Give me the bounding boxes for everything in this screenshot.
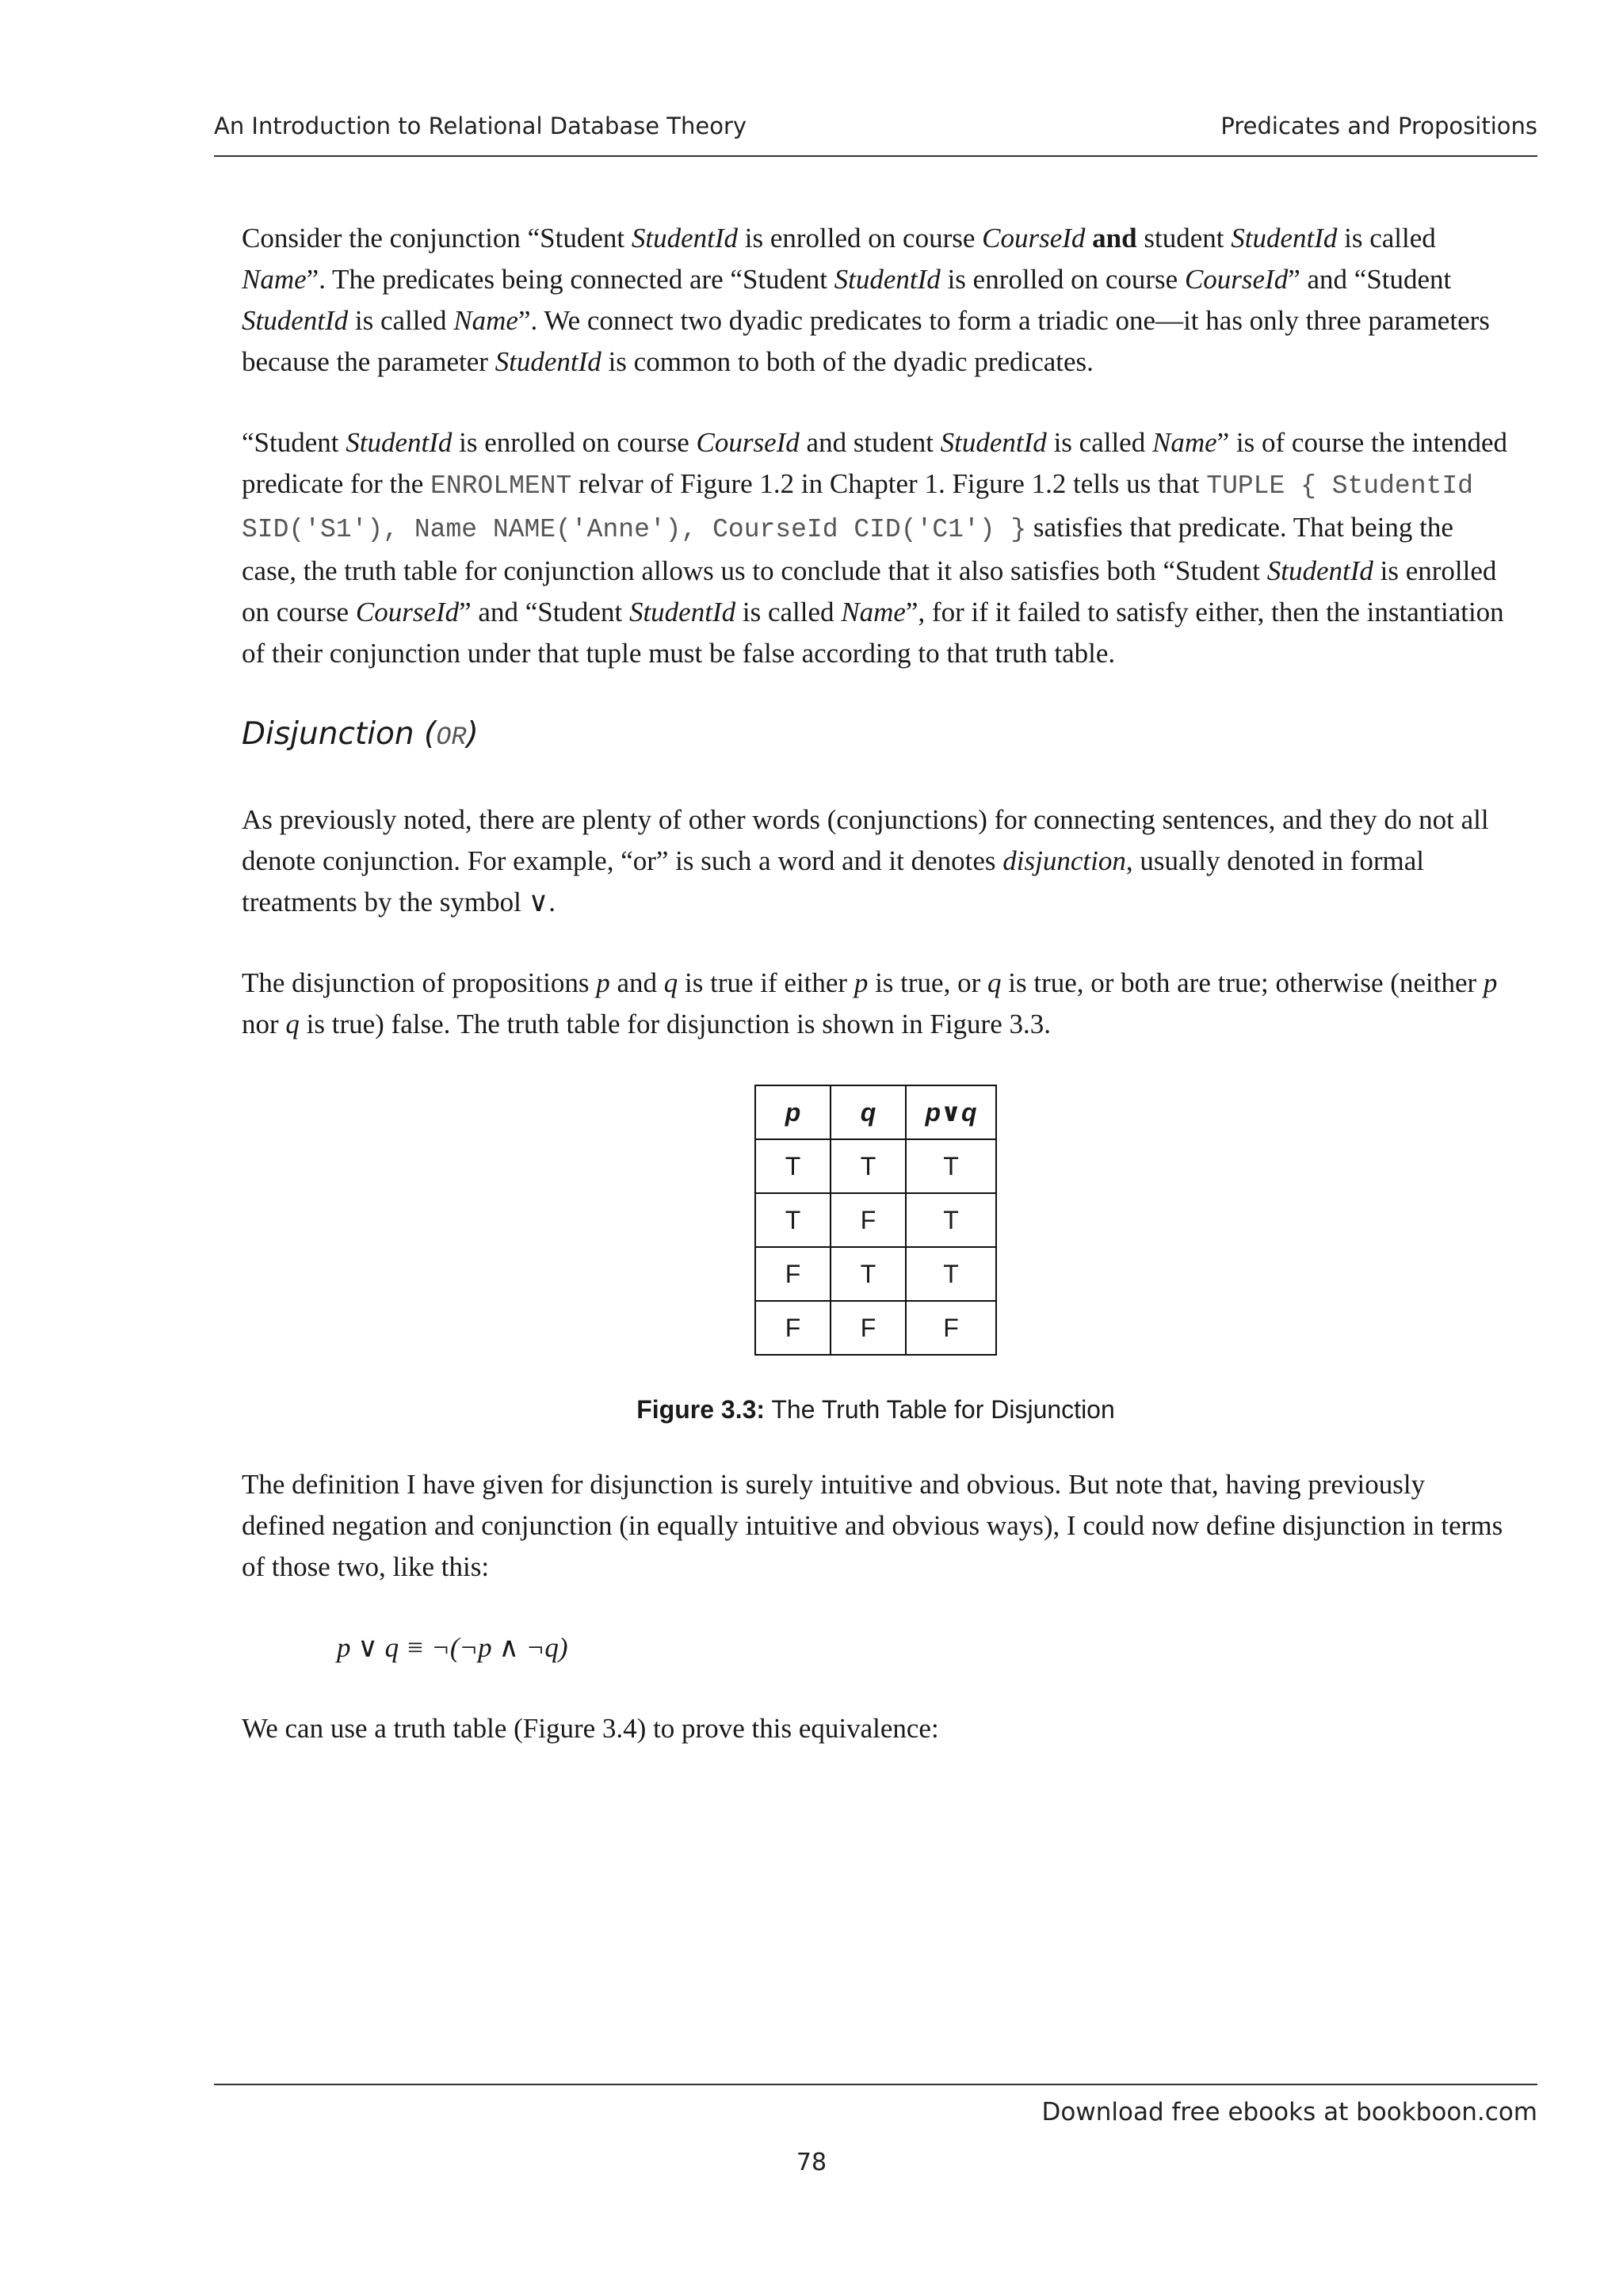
table-cell: T	[755, 1193, 831, 1247]
code-tuple: TUPLE { StudentId SID('S1'), Name NAME('Anne'), CourseId CID('C1') }	[242, 471, 1473, 544]
paragraph-enrolment-predicate: “Student StudentId is enrolled on course CourseId and student StudentId is called Name” is of course the intended predicate for the ENROLMENT relvar of Figure 1.2 in Chapter 1. Figure 1.2 tells us that TUPLE { StudentId SID('S1'), Name NAME('Anne'), CourseId CID('C1') } satisfies that predicate. That being the case, the truth table for conjunction allows us to conclude that it also satisfies both “Student StudentId is enrolled on course CourseId” and “Student StudentId is called Name”, for if it failed to satisfy either, then the instantiation of their conjunction under that tuple must be false according to that truth table.	[242, 427, 1508, 669]
table-row	[755, 1139, 996, 1193]
paragraph-disjunction-definition: The disjunction of propositions p and q is true if either p is true, or q is true, or both are true; otherwise (neither p nor q is true) false. The truth table for disjunction is shown in Figure 3.3.	[242, 967, 1498, 1039]
section-heading-disjunction: Disjunction (OR)	[242, 716, 479, 752]
table-header-row	[755, 1085, 996, 1139]
table-row	[755, 1193, 996, 1247]
page-number: 78	[796, 2149, 827, 2176]
paragraph-conjunction: Consider the conjunction “Student StudentId is enrolled on course CourseId and student StudentId is called Name”. The predicates being connected are “Student StudentId is enrolled on course CourseId” and “Student StudentId is called Name”. We connect two dyadic predicates to form a triadic one—it has only three parameters because the parameter StudentId is common to both of the dyadic predicates.	[242, 223, 1490, 377]
table-cell: T	[906, 1193, 996, 1247]
table-cell: F	[831, 1301, 906, 1355]
code-enrolment: ENROLMENT	[430, 471, 572, 501]
table-row	[755, 1301, 996, 1355]
figure-3-3	[242, 1085, 1510, 1425]
page-content	[242, 218, 1510, 1789]
table-cell: T	[831, 1247, 906, 1301]
table-cell: F	[755, 1247, 831, 1301]
figure-caption: Figure 3.3: The Truth Table for Disjunction	[636, 1395, 1115, 1424]
truth-table-disjunction	[754, 1085, 997, 1356]
table-cell: T	[831, 1139, 906, 1193]
footer-download-link[interactable]: Download free ebooks at bookboon.com	[1041, 2098, 1537, 2126]
paragraph-definition-remark: The definition I have given for disjunction is surely intuitive and obvious. But note that, having previously defined negation and conjunction (in equally intuitive and obvious ways), I could now define disjunction in terms of those two, like this:	[242, 1469, 1503, 1582]
table-row	[755, 1247, 996, 1301]
table-cell: F	[755, 1301, 831, 1355]
table-header-cell: q	[831, 1085, 906, 1139]
running-head-book-title: An Introduction to Relational Database Theory	[214, 113, 747, 139]
equivalence-formula: p ∨ q ≡ ¬(¬p ∧ ¬q)	[337, 1632, 568, 1663]
footer-divider	[214, 2084, 1537, 2085]
table-cell: F	[906, 1301, 996, 1355]
running-head-chapter-title: Predicates and Propositions	[1220, 113, 1537, 139]
paragraph-disjunction-intro: As previously noted, there are plenty of other words (conjunctions) for connecting sentences, and they do not all denote conjunction. For example, “or” is such a word and it denotes disjunction, usually denoted in formal treatments by the symbol ∨.	[242, 804, 1489, 917]
table-cell: T	[906, 1247, 996, 1301]
page-header	[214, 113, 1537, 157]
paragraph-truth-table-proof: We can use a truth table (Figure 3.4) to prove this equivalence:	[242, 1713, 939, 1744]
table-cell: T	[906, 1139, 996, 1193]
table-cell: F	[831, 1193, 906, 1247]
table-header-cell: p∨q	[906, 1085, 996, 1139]
table-cell: T	[755, 1139, 831, 1193]
table-header-cell: p	[755, 1085, 831, 1139]
